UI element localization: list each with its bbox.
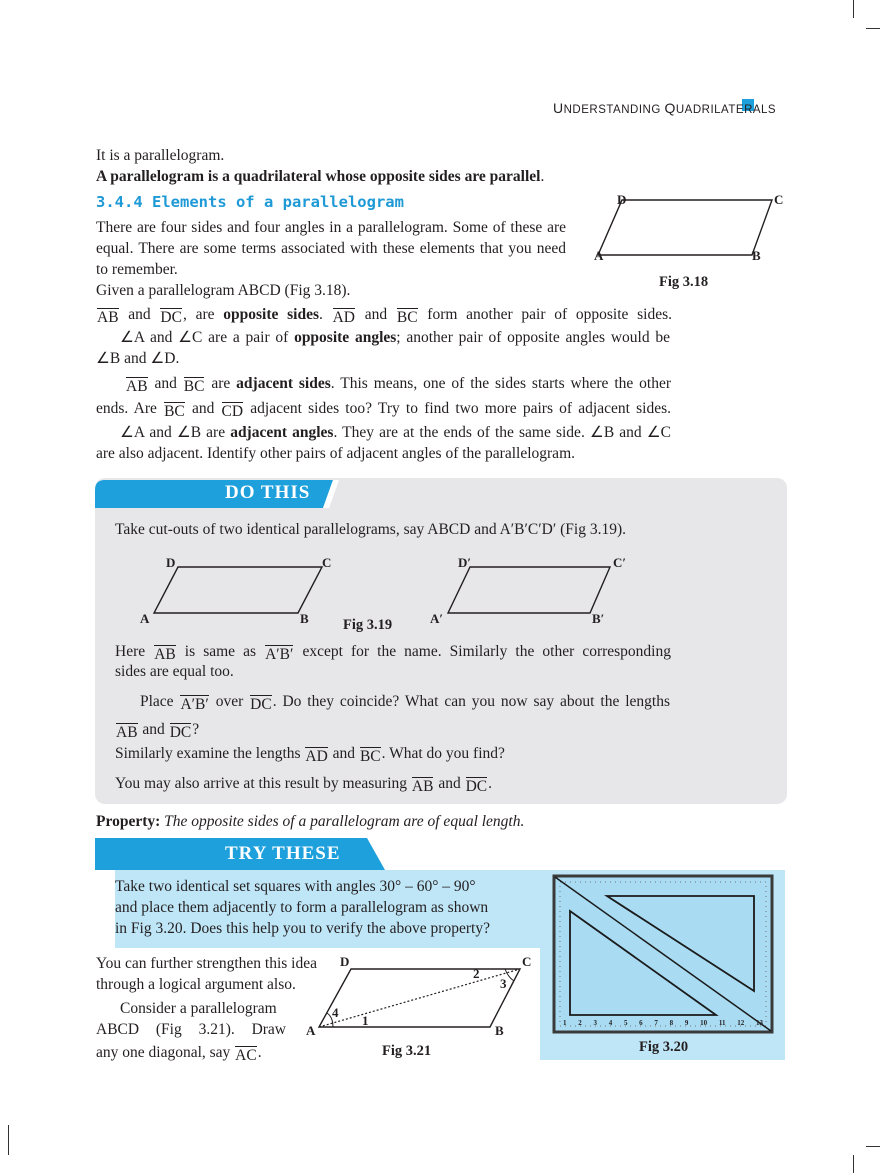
- vertex-label: B: [752, 248, 761, 263]
- text-segment: adjacent sides: [236, 375, 331, 392]
- vertex-label: C: [774, 192, 784, 207]
- text-line: [96, 168, 544, 186]
- text-line: [115, 774, 492, 793]
- try-these-title: TRY THESE: [225, 843, 341, 864]
- line-segment-notation: A′B′: [180, 696, 209, 713]
- text-segment: You can further strengthen this idea: [96, 955, 317, 972]
- text-segment: are: [205, 375, 237, 392]
- text-segment: and: [185, 400, 221, 417]
- ruler-tick-label: 12: [737, 1019, 745, 1027]
- text-segment: and: [434, 775, 465, 792]
- line-segment-notation: A′B′: [265, 646, 294, 663]
- ruler-tick-label: 10: [700, 1019, 708, 1027]
- ruler-tick-label: 5: [623, 1019, 628, 1027]
- text-segment: and: [356, 306, 396, 323]
- text-segment: Given a parallelogram ABCD (Fig 3.18).: [96, 282, 351, 299]
- text-line: [96, 305, 672, 324]
- text-segment: adjacent sides too? Try to find two more pairs of adjacent sides.: [244, 400, 671, 417]
- text-line: [96, 147, 224, 165]
- text-segment: . They are at the ends of the same side. ∠B and ∠C: [333, 424, 671, 441]
- text-line: [96, 261, 178, 279]
- text-segment: is same as: [176, 643, 265, 660]
- ruler-tick-label: 4: [608, 1019, 613, 1027]
- vertex-label: A: [306, 1023, 316, 1038]
- text-segment: form another pair of opposite sides.: [418, 306, 673, 323]
- text-segment: and: [119, 306, 160, 323]
- do-this-title: DO THIS: [225, 482, 311, 503]
- line-segment-notation: BC: [396, 309, 418, 326]
- text-segment: in Fig 3.20. Does this help you to verify the above property?: [115, 920, 490, 937]
- text-segment: except for the name. Similarly the other corresponding: [294, 643, 671, 660]
- text-segment: You may also arrive at this result by measuring: [115, 775, 411, 792]
- line-segment-notation: AB: [154, 646, 176, 663]
- vertex-label: A′: [430, 611, 444, 626]
- text-segment: .: [488, 775, 493, 792]
- section-heading: 3.4.4 Elements of a parallelogram: [96, 193, 404, 211]
- line-segment-notation: AB: [126, 378, 148, 395]
- text-line: [96, 350, 179, 368]
- text-line: [96, 219, 566, 237]
- text-line: [115, 878, 476, 896]
- figure-caption: Fig 3.19: [343, 617, 393, 633]
- text-line: [120, 1000, 277, 1018]
- text-line: [96, 445, 575, 463]
- ruler-tick-label: 9: [684, 1019, 689, 1027]
- header-cap: U: [553, 100, 564, 116]
- text-segment: .: [257, 1044, 262, 1061]
- figure-caption: Fig 3.21: [382, 1043, 432, 1059]
- line-segment-notation: AB: [116, 724, 138, 741]
- text-segment: . Do they coincide? What can you now say about the lengths: [272, 693, 670, 710]
- text-segment: ends. Are: [96, 400, 164, 417]
- vertex-label: A: [140, 611, 150, 626]
- text-line: [115, 521, 626, 539]
- text-line: [96, 813, 524, 831]
- text-segment: Place: [140, 693, 180, 710]
- line-segment-notation: CD: [221, 403, 244, 420]
- text-line: [140, 692, 670, 711]
- text-segment: any one diagonal, say: [96, 1044, 235, 1061]
- text-segment: A parallelogram is a quadrilateral whose opposite sides are parallel: [96, 168, 541, 185]
- text-segment: over: [209, 693, 250, 710]
- text-segment: . What do you find?: [381, 745, 505, 762]
- line-segment-notation: DC: [169, 724, 192, 741]
- text-line: [96, 1043, 262, 1062]
- vertex-label: B′: [592, 611, 605, 626]
- text-segment: through a logical argument also.: [96, 976, 296, 993]
- header-text: NDERSTANDING: [563, 104, 661, 116]
- text-segment: It is a parallelogram.: [96, 147, 225, 164]
- text-line: [115, 720, 199, 739]
- text-segment: and: [148, 375, 183, 392]
- angle-label: 2: [473, 966, 480, 981]
- text-line: [115, 744, 505, 763]
- text-segment: Take cut-outs of two identical parallelograms, say ABCD and A′B′C′D′ (Fig 3.19).: [115, 521, 626, 538]
- ruler-tick-label: 8: [669, 1019, 674, 1027]
- text-segment: ∠B and ∠D.: [96, 350, 180, 367]
- text-segment: The opposite sides of a parallelogram are of equal length.: [160, 813, 525, 830]
- angle-label: 1: [362, 1013, 369, 1028]
- text-segment: , are: [182, 306, 224, 323]
- text-segment: are also adjacent. Identify other pairs of adjacent angles of the parallelogram.: [96, 445, 575, 462]
- line-segment-notation: AB: [411, 778, 434, 795]
- text-segment: equal. There are some terms associated with these elements that you need: [96, 240, 566, 257]
- text-line: [115, 663, 234, 681]
- line-segment-notation: DC: [465, 778, 488, 795]
- ruler-scale: [563, 1019, 763, 1027]
- crop-mark: [8, 1125, 9, 1155]
- vertex-label: B: [495, 1023, 504, 1038]
- header-cap: Q: [664, 100, 676, 116]
- line-segment-notation: BC: [359, 748, 381, 765]
- ruler-tick-label: 1: [563, 1019, 567, 1027]
- ruler-tick-label: 11: [718, 1019, 726, 1027]
- text-segment: .: [318, 306, 332, 323]
- text-segment: and: [328, 745, 359, 762]
- vertex-label: B: [300, 611, 309, 626]
- text-segment: adjacent angles: [230, 424, 334, 441]
- text-segment: Property:: [96, 813, 161, 830]
- line-segment-notation: AD: [305, 748, 328, 765]
- text-segment: ∠A and ∠B are: [120, 424, 231, 441]
- text-segment: Take two identical set squares with angles 30° – 60° – 90°: [115, 878, 476, 895]
- text-line: [96, 282, 350, 300]
- text-segment: Consider a parallelogram: [120, 1000, 277, 1017]
- text-segment: There are four sides and four angles in a parallelogram. Some of these are: [96, 219, 566, 236]
- set-squares-figure-3-20: [552, 874, 774, 1034]
- text-line: [96, 1021, 286, 1039]
- text-segment: .: [540, 168, 545, 185]
- line-segment-notation: AD: [332, 309, 355, 326]
- text-line: [120, 329, 670, 347]
- crop-mark: [866, 28, 880, 29]
- crop-mark: [853, 1155, 854, 1173]
- text-segment: ?: [192, 721, 200, 738]
- ruler-tick-label: 2: [578, 1019, 582, 1027]
- angle-label: 4: [332, 1005, 339, 1020]
- crop-mark: [866, 1146, 880, 1147]
- text-segment: ; another pair of opposite angles would be: [396, 329, 670, 346]
- parallelogram-figure-3-21: [300, 955, 540, 1040]
- line-segment-notation: BC: [183, 378, 205, 395]
- vertex-label: C: [322, 555, 332, 570]
- header-text: UADRILATERALS: [675, 104, 777, 116]
- text-segment: Similarly examine the lengths: [115, 745, 305, 762]
- text-segment: ∠A and ∠C are a pair of: [120, 329, 295, 346]
- text-line: [115, 642, 671, 661]
- vertex-label: D′: [458, 555, 472, 570]
- text-segment: sides are equal too.: [115, 663, 234, 680]
- text-segment: Here: [115, 643, 154, 660]
- ruler-tick-label: 6: [639, 1019, 643, 1027]
- crop-mark: [853, 0, 854, 18]
- vertex-label: D: [166, 555, 176, 570]
- figure-caption: Fig 3.18: [659, 274, 709, 290]
- vertex-label: D: [340, 954, 350, 969]
- vertex-label: D: [617, 192, 627, 207]
- ruler-tick-label: 3: [593, 1019, 597, 1027]
- text-segment: and: [138, 721, 169, 738]
- text-line: [96, 240, 566, 258]
- text-line: [96, 976, 296, 994]
- text-line: [125, 374, 671, 393]
- vertex-label: A: [594, 248, 604, 263]
- line-segment-notation: DC: [160, 309, 182, 326]
- angle-label: 3: [500, 976, 507, 991]
- parallelogram-figure-3-19: [140, 555, 640, 625]
- line-segment-notation: BC: [164, 403, 185, 420]
- running-header: [553, 100, 776, 116]
- ruler-tick-label: 7: [654, 1019, 658, 1027]
- vertex-label: C′: [613, 555, 627, 570]
- text-line: [115, 920, 490, 938]
- text-segment: . This means, one of the sides starts where the other: [330, 375, 672, 392]
- text-segment: to remember.: [96, 261, 178, 278]
- text-segment: and place them adjacently to form a parallelogram as shown: [115, 899, 489, 916]
- text-line: [96, 955, 317, 973]
- vertex-label: C: [522, 954, 532, 969]
- line-segment-notation: AB: [97, 309, 119, 326]
- text-line: [96, 399, 671, 418]
- text-segment: opposite angles: [294, 329, 397, 346]
- text-line: [115, 899, 488, 917]
- text-segment: opposite sides: [223, 306, 319, 323]
- ruler-tick-label: 13: [755, 1019, 763, 1027]
- text-segment: ABCD (Fig 3.21). Draw: [96, 1021, 286, 1038]
- figure-caption: Fig 3.20: [639, 1039, 689, 1055]
- line-segment-notation: AC: [235, 1047, 257, 1064]
- line-segment-notation: DC: [250, 696, 272, 713]
- text-line: [120, 424, 671, 442]
